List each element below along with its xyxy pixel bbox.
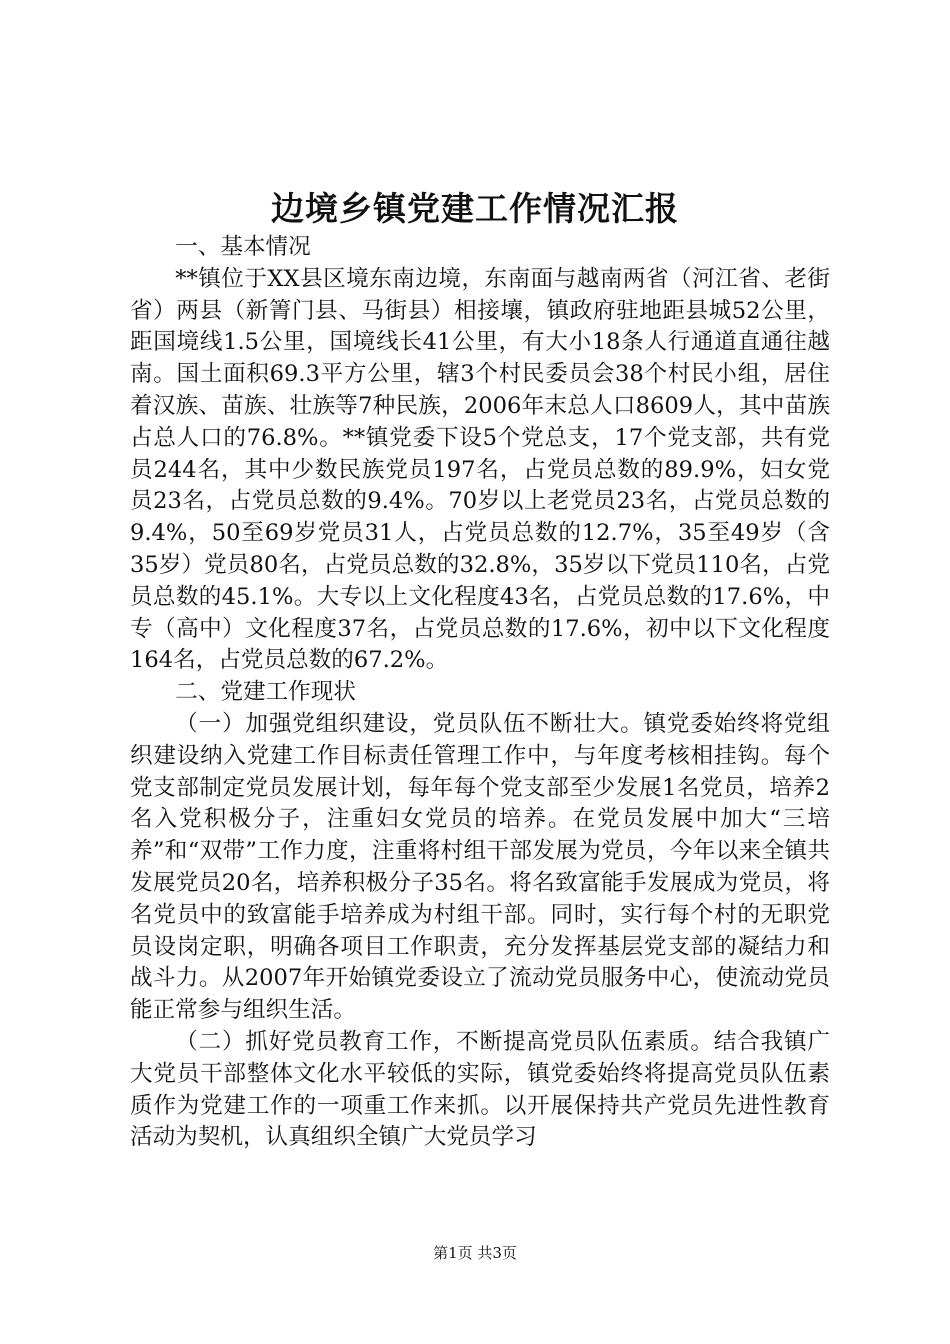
section-heading-basic: 一、基本情况 (175, 234, 311, 260)
document-title: 边境乡镇党建工作情况汇报 (271, 189, 679, 228)
paragraph-organization: （一）加强党组织建设，党员队伍不断壮大。镇党委始终将党组织建设纳入党建工作目标责任管理工作中，与年度考核相挂钩。每个党支部制定党员发展计划，每年每个党支部至少发展1名党员，培养2名入党积极分子，注重妇女党员的培养。在党员发展中加大“三培养”和“双带”工作力度，注重将村组干部发展为党员，今年以来全镇共发展党员20名，培养积极分子35名。将名致富能手发展成为党员，将名党员中的致富能手培养成为村组干部。同时，实行每个村的无职党员设岗定职，明确各项目工作职责，充分发挥基层党支部的凝结力和战斗力。从2007年开始镇党委设立了流动党员服务中心，使流动党员能正常参与组织生活。 (130, 710, 830, 1024)
paragraph-basic-info: **镇位于XX县区境东南边境，东南面与越南两省（河江省、老街省）两县（新箐门县、马街县）相接壤，镇政府驻地距县城52公里，距国境线1.5公里，国境线长41公里，有大小18条人行通道直通往越南。国土面积69.3平方公里，辖3个村民委员会38个村民小组，居住着汉族、苗族、壮族等7种民族，2006年末总人口8609人，其中苗族占总人口的76.8%。**镇党委下设5个党总支，17个党支部，共有党员244名，其中少数民族党员197名，占党员总数的89.9%，妇女党员23名，占党员总数的9.4%。70岁以上老党员23名，占党员总数的9.4%，50至69岁党员31人，占党员总数的12.7%，35至49岁（含35岁）党员80名，占党员总数的32.8%，35岁以下党员110名，占党员总数的45.1%。大专以上文化程度43名，占党员总数的17.6%，中专（高中）文化程度37名，占党员总数的17.6%，初中以下文化程度164名，占党员总数的67.2%。 (130, 265, 830, 674)
document-body (130, 232, 830, 1154)
paragraph-education: （二）抓好党员教育工作，不断提高党员队伍素质。结合我镇广大党员干部整体文化水平较低的实际，镇党委始终将提高党员队伍素质作为党建工作的一项重工作来抓。以开展保持共产党员先进性教育活动为契机，认真组织全镇广大党员学习 (130, 1028, 830, 1151)
section-heading-status: 二、党建工作现状 (175, 679, 356, 706)
page-footer: 第1页 共3页 (433, 1244, 517, 1262)
